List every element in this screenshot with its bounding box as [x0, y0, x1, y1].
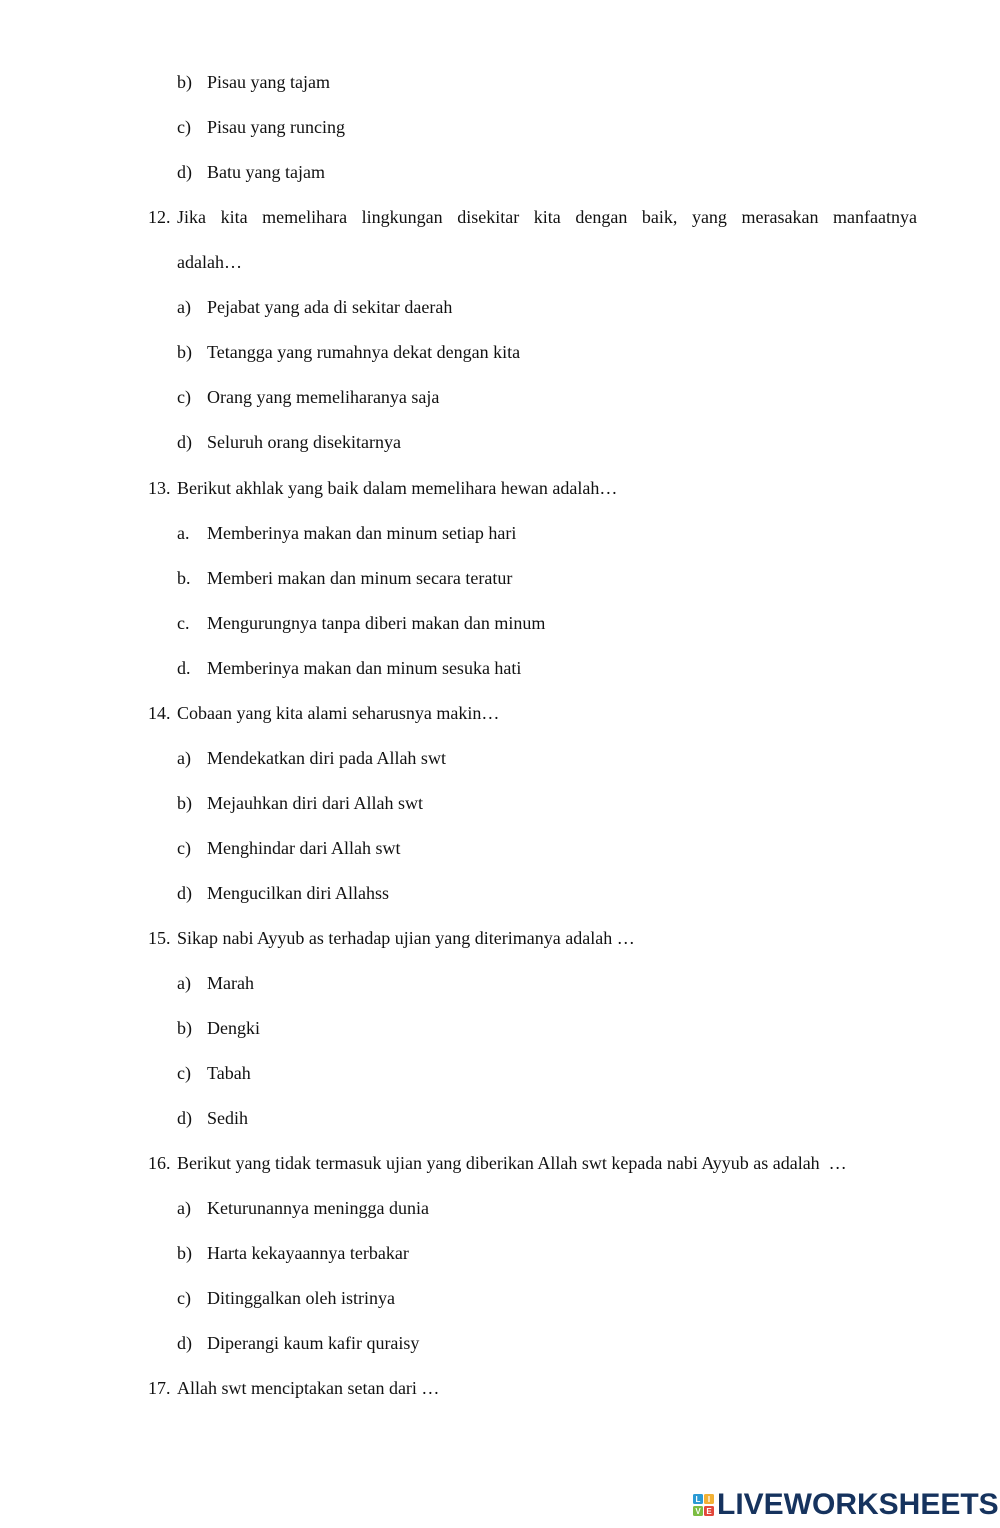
option-text: Menghindar dari Allah swt: [207, 838, 401, 858]
option-letter: c): [177, 1063, 191, 1083]
question-text: Berikut yang tidak termasuk ujian yang diberikan Allah swt kepada nabi Ayyub as adalah …: [177, 1153, 847, 1173]
option-text: Seluruh orang disekitarnya: [207, 432, 401, 452]
question-number: 14.: [148, 703, 171, 723]
option-letter: d): [177, 162, 192, 182]
option-letter: b): [177, 1018, 192, 1038]
option-letter: a): [177, 748, 191, 768]
option-text: Diperangi kaum kafir quraisy: [207, 1333, 420, 1353]
liveworksheets-brand: [693, 1488, 999, 1522]
option-text: Orang yang memeliharanya saja: [207, 387, 440, 407]
option-text: Mejauhkan diri dari Allah swt: [207, 793, 423, 813]
option-text: Tabah: [207, 1063, 251, 1083]
question-number: 16.: [148, 1153, 171, 1173]
option-text: Ditinggalkan oleh istrinya: [207, 1288, 395, 1308]
option-text: Tetangga yang rumahnya dekat dengan kita: [207, 342, 521, 362]
option-text: Sedih: [207, 1108, 249, 1128]
option-letter: d): [177, 1333, 192, 1353]
question-text: Sikap nabi Ayyub as terhadap ujian yang diterimanya adalah …: [177, 928, 635, 948]
option-text: Dengki: [207, 1018, 260, 1038]
option-text: Keturunannya meningga dunia: [207, 1198, 429, 1218]
option-text: Memberi makan dan minum secara teratur: [207, 568, 513, 588]
svg-text:I: I: [707, 1495, 711, 1504]
option-text: Batu yang tajam: [207, 162, 325, 182]
option-letter: b): [177, 342, 192, 362]
option-letter: c): [177, 387, 191, 407]
question-text-continued: adalah…: [177, 252, 242, 272]
option-text: Pejabat yang ada di sekitar daerah: [207, 297, 453, 317]
option-letter: d): [177, 883, 192, 903]
option-letter: c.: [177, 613, 190, 633]
svg-text:L: L: [695, 1495, 701, 1504]
liveworksheets-logo-icon: [693, 1490, 715, 1520]
question-text: Berikut akhlak yang baik dalam memelihara hewan adalah…: [177, 478, 618, 498]
option-letter: c): [177, 1288, 191, 1308]
option-text: Memberinya makan dan minum sesuka hati: [207, 658, 522, 678]
brand-wordmark: LIVEWORKSHEETS: [717, 1488, 999, 1521]
option-letter: d.: [177, 658, 191, 678]
option-letter: d): [177, 432, 192, 452]
option-letter: a): [177, 973, 191, 993]
option-text: Mengucilkan diri Allahss: [207, 883, 389, 903]
option-text: Pisau yang runcing: [207, 117, 345, 137]
option-letter: c): [177, 117, 191, 137]
option-letter: b): [177, 1243, 192, 1263]
option-text: Harta kekayaannya terbakar: [207, 1243, 409, 1263]
question-number: 15.: [148, 928, 171, 948]
question-text: Cobaan yang kita alami seharusnya makin…: [177, 703, 500, 723]
option-text: Mengurungnya tanpa diberi makan dan minum: [207, 613, 546, 633]
question-text: Jika kita memelihara lingkungan disekitar kita dengan baik, yang merasakan manfaatnya: [177, 207, 917, 227]
option-text: Pisau yang tajam: [207, 72, 330, 92]
svg-text:E: E: [706, 1507, 712, 1516]
option-letter: d): [177, 1108, 192, 1128]
option-text: Marah: [207, 973, 254, 993]
option-letter: b): [177, 72, 192, 92]
option-letter: a): [177, 297, 191, 317]
option-text: Memberinya makan dan minum setiap hari: [207, 523, 517, 543]
option-letter: c): [177, 838, 191, 858]
option-letter: a): [177, 1198, 191, 1218]
option-letter: b.: [177, 568, 191, 588]
svg-text:V: V: [695, 1507, 701, 1516]
question-number: 12.: [148, 207, 171, 227]
question-number: 17.: [148, 1378, 171, 1398]
question-text: Allah swt menciptakan setan dari …: [177, 1378, 440, 1398]
option-letter: a.: [177, 523, 190, 543]
question-number: 13.: [148, 478, 171, 498]
option-letter: b): [177, 793, 192, 813]
option-text: Mendekatkan diri pada Allah swt: [207, 748, 446, 768]
